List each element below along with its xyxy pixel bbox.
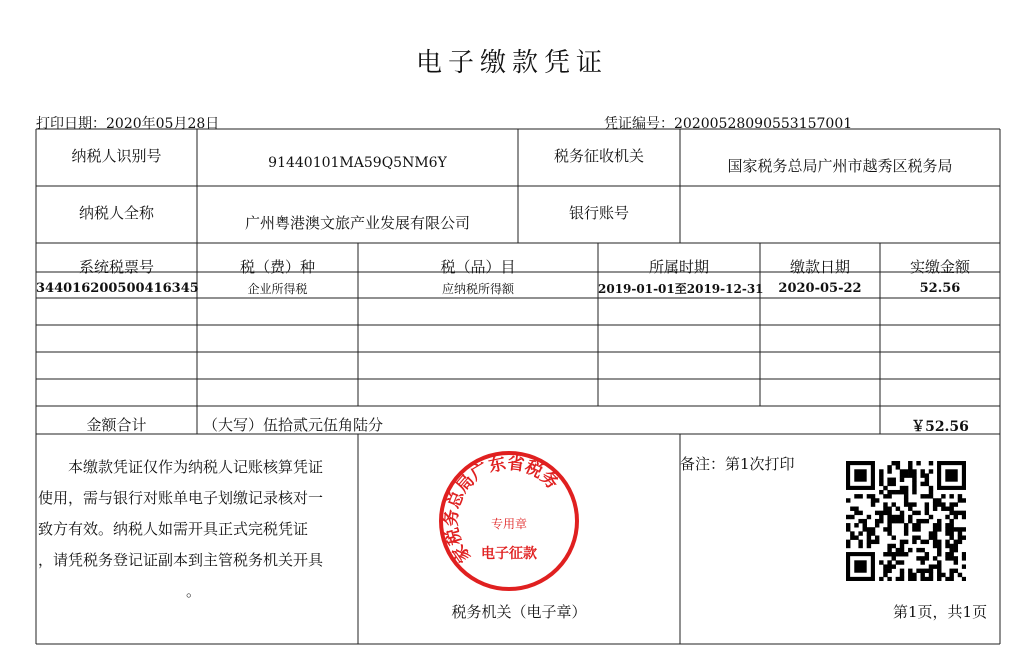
authority-caption: 税务机关（电子章） [451, 603, 587, 621]
official-seal [436, 448, 582, 594]
authority-value: 国家税务总局广州市越秀区税务局 [727, 157, 953, 175]
header-amount: 实缴金额 [909, 258, 970, 276]
notice-line: 。 [186, 582, 202, 600]
remark-text: 备注：第1次打印 [680, 455, 795, 473]
page-indicator: 第1页，共1页 [893, 603, 988, 621]
period-cell: 2019-01-01至2019-12-31 [598, 282, 764, 296]
notice-line: 本缴款凭证仅作为纳税人记账核算凭证 [68, 458, 324, 476]
seal-outer-text: 国家税务总局广东省税务局 [441, 453, 563, 566]
certificate-number: 凭证编号：202005280905531570​01 [604, 116, 853, 132]
header-period: 所属时期 [648, 258, 709, 276]
pay-date-cell: 2020-05-22 [778, 281, 862, 296]
print-date: 打印日期：2020年05月28日 [36, 116, 220, 132]
seal-bottom-text: 电子征款 [481, 546, 537, 562]
tax-item-cell: 应纳税所得额 [441, 282, 514, 296]
notice-line: 使用，需与银行对账单电子划缴记录核对一 [38, 489, 324, 507]
taxpayer-id-value: 91440101MA59Q5NM6Y [268, 155, 447, 171]
amount-cell: 52.56 [919, 281, 961, 296]
authority-label: 税务征收机关 [553, 147, 644, 165]
taxpayer-id-label: 纳税人识别号 [71, 147, 162, 165]
seal-middle-text: 专用章 [490, 517, 528, 531]
header-tax-item: 税（品）目 [440, 258, 516, 276]
taxpayer-name-value: 广州粤港澳文旅产业发展有限公司 [244, 214, 470, 232]
bank-account-label: 银行账号 [568, 204, 629, 222]
total-amount: ￥52.56 [911, 419, 969, 435]
header-pay-date: 缴款日期 [789, 258, 850, 276]
notice-line: 致方有效。纳税人如需开具正式完税凭证 [38, 520, 309, 538]
total-words: （大写）伍拾贰元伍角陆分 [203, 416, 384, 434]
header-ticket-no: 系统税票号 [78, 258, 154, 276]
tax-type-cell: 企业所得税 [247, 282, 308, 296]
notice-text [38, 452, 356, 607]
taxpayer-name-label: 纳税人全称 [78, 204, 154, 222]
qr-code-icon [846, 461, 966, 581]
ticket-no-cell: 344016200500416345 [36, 281, 199, 296]
header-tax-type: 税（费）种 [239, 258, 315, 276]
notice-line: ，请凭税务登记证副本到主管税务机关开具 [38, 551, 324, 569]
document-title: 电子缴款凭证 [415, 48, 608, 78]
total-label: 金额合计 [86, 416, 147, 434]
